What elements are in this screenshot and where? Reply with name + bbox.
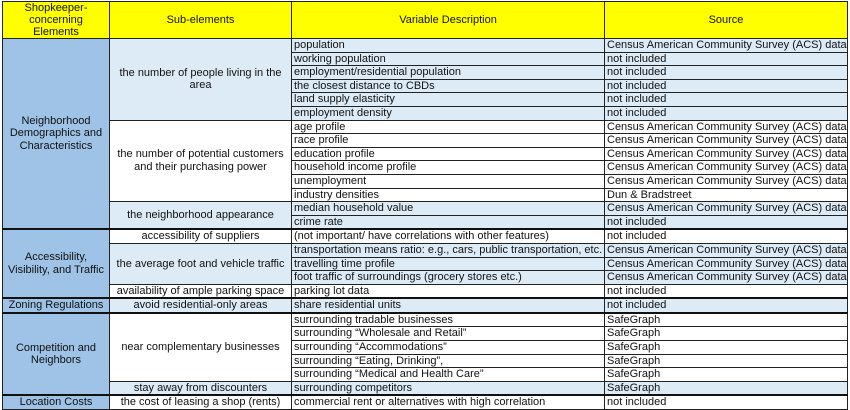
sub-element-cell: avoid residential-only areas <box>110 298 292 313</box>
sub-element-cell: the cost of leasing a shop (rents) <box>110 395 292 409</box>
source-cell: Census American Community Survey (ACS) data <box>605 243 848 257</box>
variable-description-cell: surrounding tradable businesses <box>292 313 605 327</box>
sub-element-cell: the number of potential customers and their purchasing power <box>110 120 292 202</box>
table-row <box>3 284 848 298</box>
variable-description-cell: unemployment <box>292 174 605 188</box>
source-cell: not included <box>605 298 848 313</box>
table-row <box>3 243 848 257</box>
variable-description-cell: working population <box>292 52 605 66</box>
header-source: Source <box>605 2 848 39</box>
variable-description-cell: share residential units <box>292 298 605 313</box>
variable-description-cell: travelling time profile <box>292 257 605 271</box>
variable-description-cell: foot traffic of surroundings (grocery stores etc.) <box>292 271 605 285</box>
table-row <box>3 229 848 243</box>
source-cell: SafeGraph <box>605 327 848 341</box>
variable-description-cell: median household value <box>292 202 605 216</box>
sub-element-cell: stay away from discounters <box>110 381 292 395</box>
table-row <box>3 202 848 216</box>
variable-description-cell: surrounding “Eating, Drinking”, <box>292 354 605 368</box>
variable-description-cell: population <box>292 39 605 53</box>
source-cell: Census American Community Survey (ACS) data <box>605 134 848 148</box>
sub-element-cell: accessibility of suppliers <box>110 229 292 243</box>
variable-description-cell: parking lot data <box>292 284 605 298</box>
variable-description-cell: crime rate <box>292 215 605 229</box>
element-cell: Accessibility, Visibility, and Traffic <box>3 229 110 298</box>
source-cell: Census American Community Survey (ACS) data <box>605 174 848 188</box>
element-cell: Zoning Regulations <box>3 298 110 313</box>
source-cell: not included <box>605 93 848 107</box>
source-cell: not included <box>605 215 848 229</box>
sub-element-cell: availability of ample parking space <box>110 284 292 298</box>
table-row <box>3 120 848 134</box>
element-cell: Neighborhood Demographics and Characteristics <box>3 39 110 230</box>
variable-description-cell: commercial rent or alternatives with high correlation <box>292 395 605 409</box>
variable-description-cell: the closest distance to CBDs <box>292 79 605 93</box>
variable-description-cell: transportation means ratio: e.g., cars, public transportation, etc. <box>292 243 605 257</box>
table-row <box>3 39 848 53</box>
table-row <box>3 381 848 395</box>
table-row <box>3 313 848 327</box>
header-element: Shopkeeper-concerning Elements <box>3 2 110 39</box>
header-variable-description: Variable Description <box>292 2 605 39</box>
variable-description-cell: land supply elasticity <box>292 93 605 107</box>
source-cell: SafeGraph <box>605 341 848 355</box>
source-cell: not included <box>605 52 848 66</box>
element-cell: Location Costs <box>3 395 110 409</box>
sub-element-cell: the average foot and vehicle traffic <box>110 243 292 284</box>
variable-description-cell: surrounding “Wholesale and Retail” <box>292 327 605 341</box>
source-cell: not included <box>605 106 848 120</box>
source-cell: Census American Community Survey (ACS) data <box>605 202 848 216</box>
sub-element-cell: the number of people living in the area <box>110 39 292 121</box>
variable-description-cell: industry densities <box>292 188 605 202</box>
source-cell: Census American Community Survey (ACS) data <box>605 147 848 161</box>
source-cell: Census American Community Survey (ACS) data <box>605 271 848 285</box>
element-cell: Competition and Neighbors <box>3 313 110 396</box>
table-row <box>3 298 848 313</box>
sub-element-cell: the neighborhood appearance <box>110 202 292 230</box>
source-cell: SafeGraph <box>605 368 848 382</box>
sub-element-cell: near complementary businesses <box>110 313 292 381</box>
variable-description-cell: age profile <box>292 120 605 134</box>
variable-description-cell: surrounding “Accommodations” <box>292 341 605 355</box>
source-cell: Census American Community Survey (ACS) data <box>605 161 848 175</box>
source-cell: Census American Community Survey (ACS) data <box>605 39 848 53</box>
table-body <box>3 39 848 410</box>
variable-description-cell: (not important/ have correlations with other features) <box>292 229 605 243</box>
source-cell: Census American Community Survey (ACS) data <box>605 257 848 271</box>
source-cell: SafeGraph <box>605 354 848 368</box>
source-cell: SafeGraph <box>605 381 848 395</box>
source-cell: Dun & Bradstreet <box>605 188 848 202</box>
source-cell: not included <box>605 229 848 243</box>
data-table <box>2 1 848 410</box>
header-sub-elements: Sub-elements <box>110 2 292 39</box>
source-cell: not included <box>605 79 848 93</box>
variable-description-cell: employment/residential population <box>292 66 605 80</box>
source-cell: not included <box>605 284 848 298</box>
table-row <box>3 395 848 409</box>
variable-description-cell: education profile <box>292 147 605 161</box>
source-cell: not included <box>605 395 848 409</box>
variable-description-cell: employment density <box>292 106 605 120</box>
variable-description-cell: household income profile <box>292 161 605 175</box>
source-cell: SafeGraph <box>605 313 848 327</box>
source-cell: Census American Community Survey (ACS) data <box>605 120 848 134</box>
variable-description-cell: surrounding “Medical and Health Care” <box>292 368 605 382</box>
variable-description-cell: surrounding competitors <box>292 381 605 395</box>
header-row <box>3 2 848 39</box>
variable-description-cell: race profile <box>292 134 605 148</box>
source-cell: not included <box>605 66 848 80</box>
